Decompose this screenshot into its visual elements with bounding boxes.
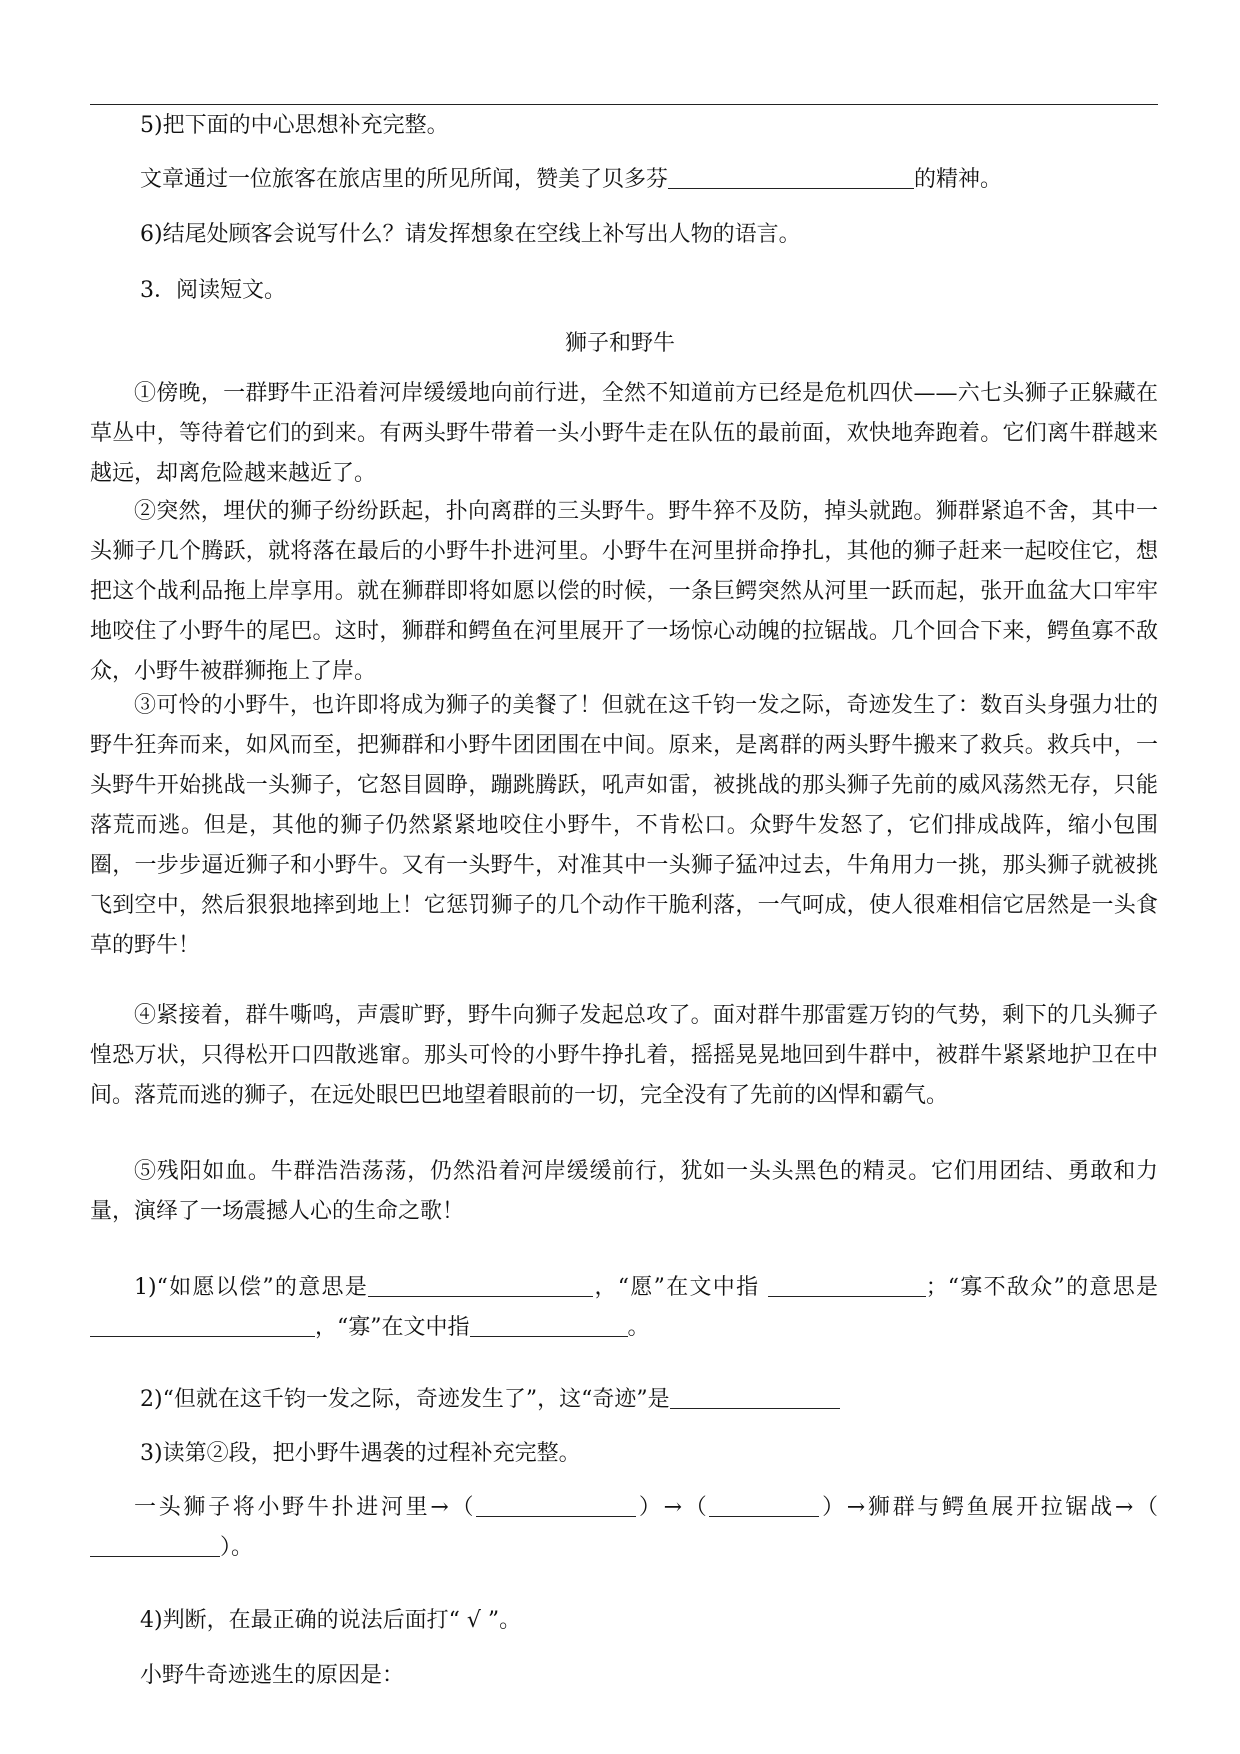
q3-prompt: 3)读第②段，把小野牛遇袭的过程补充完整。 [140, 1441, 581, 1466]
q4-subprompt: 小野牛奇迹逃生的原因是： [140, 1663, 405, 1688]
passage-paragraph-1: ①傍晚，一群野牛正沿着河岸缓缓地向前行进，全然不知道前方已经是危机四伏——六七头狮子正躲藏在草丛中，等待着它们的到来。有两头野牛带着一头小野牛走在队伍的最前面，欢快地奔跑着。它们离牛群越来越远，却离危险越来越近了。 [90, 381, 1158, 486]
passage-paragraph-2: ②突然，埋伏的狮子纷纷跃起，扑向离群的三头野牛。野牛猝不及防，掉头就跑。狮群紧追不舍，其中一头狮子几个腾跃，就将落在最后的小野牛扑进河里。小野牛在河里拼命挣扎，其他的狮子赶来一起咬住它，想把这个战利品拖上岸享用。就在狮群即将如愿以偿的时候，一条巨鳄突然从河里一跃而起，张开血盆大口牢牢地咬住了小野牛的尾巴。这时，狮群和鳄鱼在河里展开了一场惊心动魄的拉锯战。几个回合下来，鳄鱼寡不敌众，小野牛被群狮拖上了岸。 [90, 499, 1158, 684]
q1-text-2: ，“愿”在文中指 [593, 1275, 768, 1300]
q1-text-1: 1)“如愿以偿”的意思是 [134, 1275, 369, 1300]
q6-prompt: 6)结尾处顾客会说写什么？请发挥想象在空线上补写出人物的语言。 [140, 222, 801, 247]
q2-text: 2)“但就在这千钧一发之际，奇迹发生了”，这“奇迹”是 [140, 1387, 670, 1412]
section3-heading: 3．阅读短文。 [140, 278, 286, 303]
q2 [140, 1382, 840, 1413]
passage-paragraph-5: ⑤残阳如血。牛群浩浩荡荡，仍然沿着河岸缓缓前行，犹如一头头黑色的精灵。它们用团结、勇敢和力量，演绎了一场震撼人心的生命之歌！ [90, 1159, 1158, 1224]
passage-title: 狮子和野牛 [564, 331, 675, 356]
q1-blank-meaning-1[interactable] [368, 1274, 593, 1297]
q3-text-1: 一头狮子将小野牛扑进河里→（ [134, 1495, 477, 1520]
q5-prompt: 5)把下面的中心思想补充完整。 [140, 113, 449, 138]
q3-text-4: ）。 [220, 1535, 254, 1560]
q3-chain [90, 1488, 1158, 1568]
q5-sentence [140, 162, 1002, 193]
q1-blank-gua[interactable] [470, 1314, 628, 1337]
q5-answer-blank[interactable] [668, 166, 914, 189]
q2-answer-blank[interactable] [670, 1386, 840, 1409]
q1-text-5: 。 [627, 1315, 650, 1340]
passage-paragraph-4: ④紧接着，群牛嘶鸣，声震旷野，野牛向狮子发起总攻了。面对群牛那雷霆万钧的气势，剩下的几头狮子惶恐万状，只得松开口四散逃窜。那头可怜的小野牛挣扎着，摇摇晃晃地回到牛群中，被群牛紧紧地护卫在中间。落荒而逃的狮子，在远处眼巴巴地望着眼前的一切，完全没有了先前的凶悍和霸气。 [90, 1003, 1158, 1108]
q3-blank-3[interactable] [90, 1534, 220, 1557]
q5-text-before: 文章通过一位旅客在旅店里的所见所闻，赞美了贝多芬 [140, 167, 669, 192]
header-rule [90, 104, 1158, 105]
q1-blank-meaning-2[interactable] [90, 1314, 315, 1337]
q3-blank-1[interactable] [476, 1494, 636, 1517]
q4-prompt: 4)判断，在最正确的说法后面打“ √ ”。 [140, 1608, 522, 1633]
q1-blank-yuan[interactable] [768, 1274, 926, 1297]
q1-text-4: ，“寡”在文中指 [315, 1315, 470, 1340]
passage-paragraph-3: ③可怜的小野牛，也许即将成为狮子的美餐了！但就在这千钧一发之际，奇迹发生了：数百头身强力壮的野牛狂奔而来，如风而至，把狮群和小野牛团团围在中间。原来，是离群的两头野牛搬来了救兵。救兵中，一头野牛开始挑战一头狮子，它怒目圆睁，蹦跳腾跃，吼声如雷，被挑战的那头狮子先前的威风荡然无存，只能落荒而逃。但是，其他的狮子仍然紧紧地咬住小野牛，不肯松口。众野牛发怒了，它们排成战阵，缩小包围圈，一步步逼近狮子和小野牛。又有一头野牛，对准其中一头狮子猛冲过去，牛角用力一挑，那头狮子就被挑飞到空中，然后狠狠地摔到地上！它惩罚狮子的几个动作干脆利落，一气呵成，使人很难相信它居然是一头食草的野牛！ [90, 693, 1158, 958]
q3-text-3: ）→狮群与鳄鱼展开拉锯战→（ [819, 1495, 1158, 1520]
q1 [90, 1268, 1158, 1348]
q3-text-2: ）→（ [636, 1495, 710, 1520]
q5-text-after: 的精神。 [914, 167, 1003, 192]
q1-text-3: ；“寡不敌众”的意思是 [925, 1275, 1158, 1300]
q3-blank-2[interactable] [709, 1494, 819, 1517]
